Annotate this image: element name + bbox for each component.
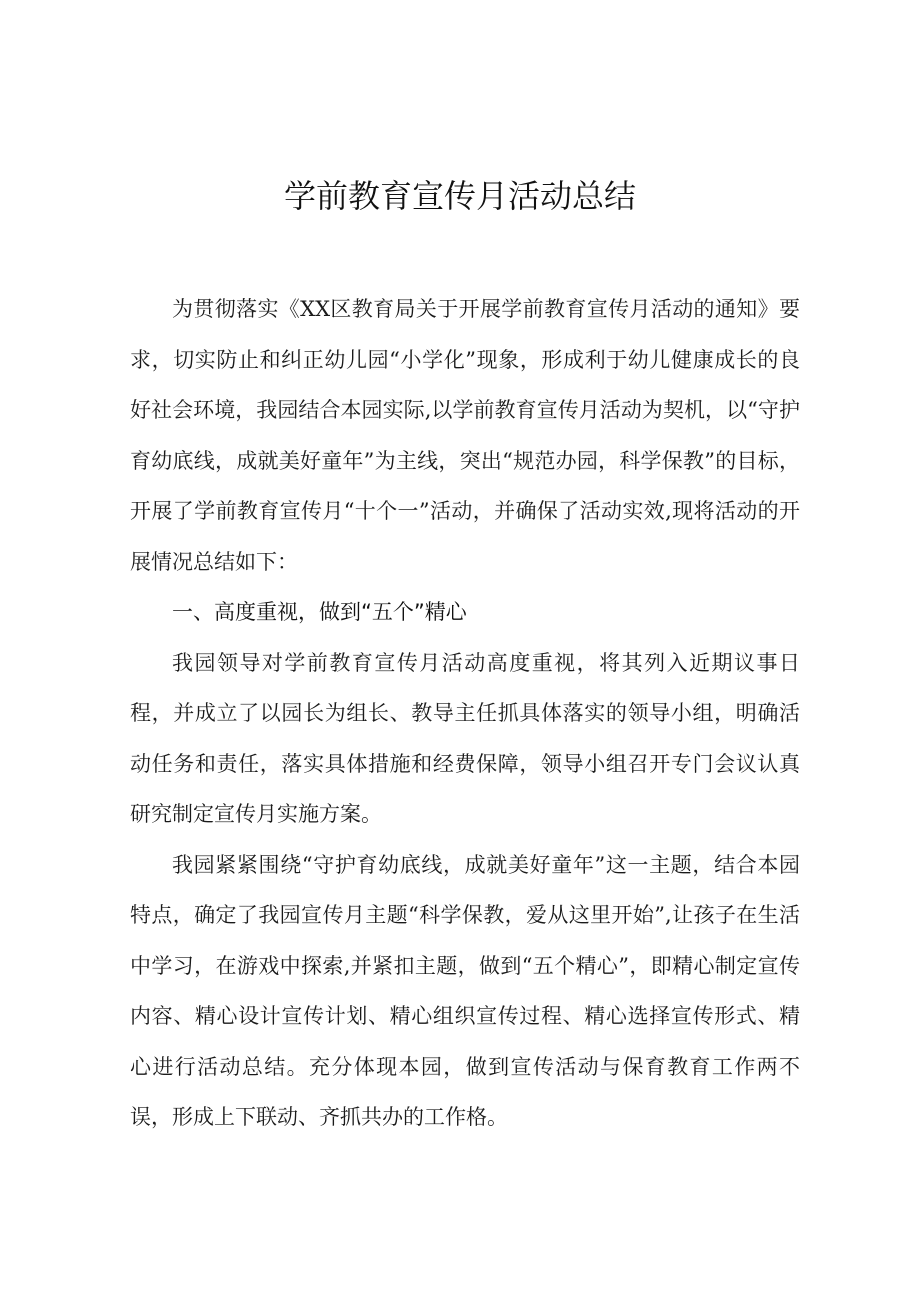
section-heading: 一、高度重视，做到“五个”精心: [172, 600, 467, 624]
body-paragraph-2: 我园紧紧围绕“守护育幼底线，成就美好童年”这一主题，结合本园特点，确定了我园宣传月主题“科学保教，爱从这里开始”,让孩子在生活中学习，在游戏中探索,并紧扣主题，做到“五个精心”，即精心制定宣传内容、精心设计宣传计划、精心组织宣传过程、精心选择宣传形式、精心进行活动总结。充分体现本园，做到宣传活动与保育教育工作两不误，形成上下联动、齐抓共办的工作格。: [130, 852, 800, 1129]
body-paragraph-1: 我园领导对学前教育宣传月活动高度重视，将其列入近期议事日程，并成立了以园长为组长、教导主任抓具体落实的领导小组，明确活动任务和责任，落实具体措施和经费保障，领导小组召开专门会议认真研究制定宣传月实施方案。: [130, 650, 800, 826]
document-title: 学前教育宣传月活动总结: [283, 177, 636, 215]
document-body: [130, 284, 800, 1143]
intro-paragraph: 为贯彻落实《XX区教育局关于开展学前教育宣传月活动的通知》要求，切实防止和纠正幼儿园“小学化”现象，形成利于幼儿健康成长的良好社会环境，我园结合本园实际,以学前教育宣传月活动为契机，以“守护育幼底线，成就美好童年”为主线，突出“规范办园，科学保教”的目标，开展了学前教育宣传月“十个一”活动，并确保了活动实效,现将活动的开展情况总结如下：: [130, 297, 800, 574]
